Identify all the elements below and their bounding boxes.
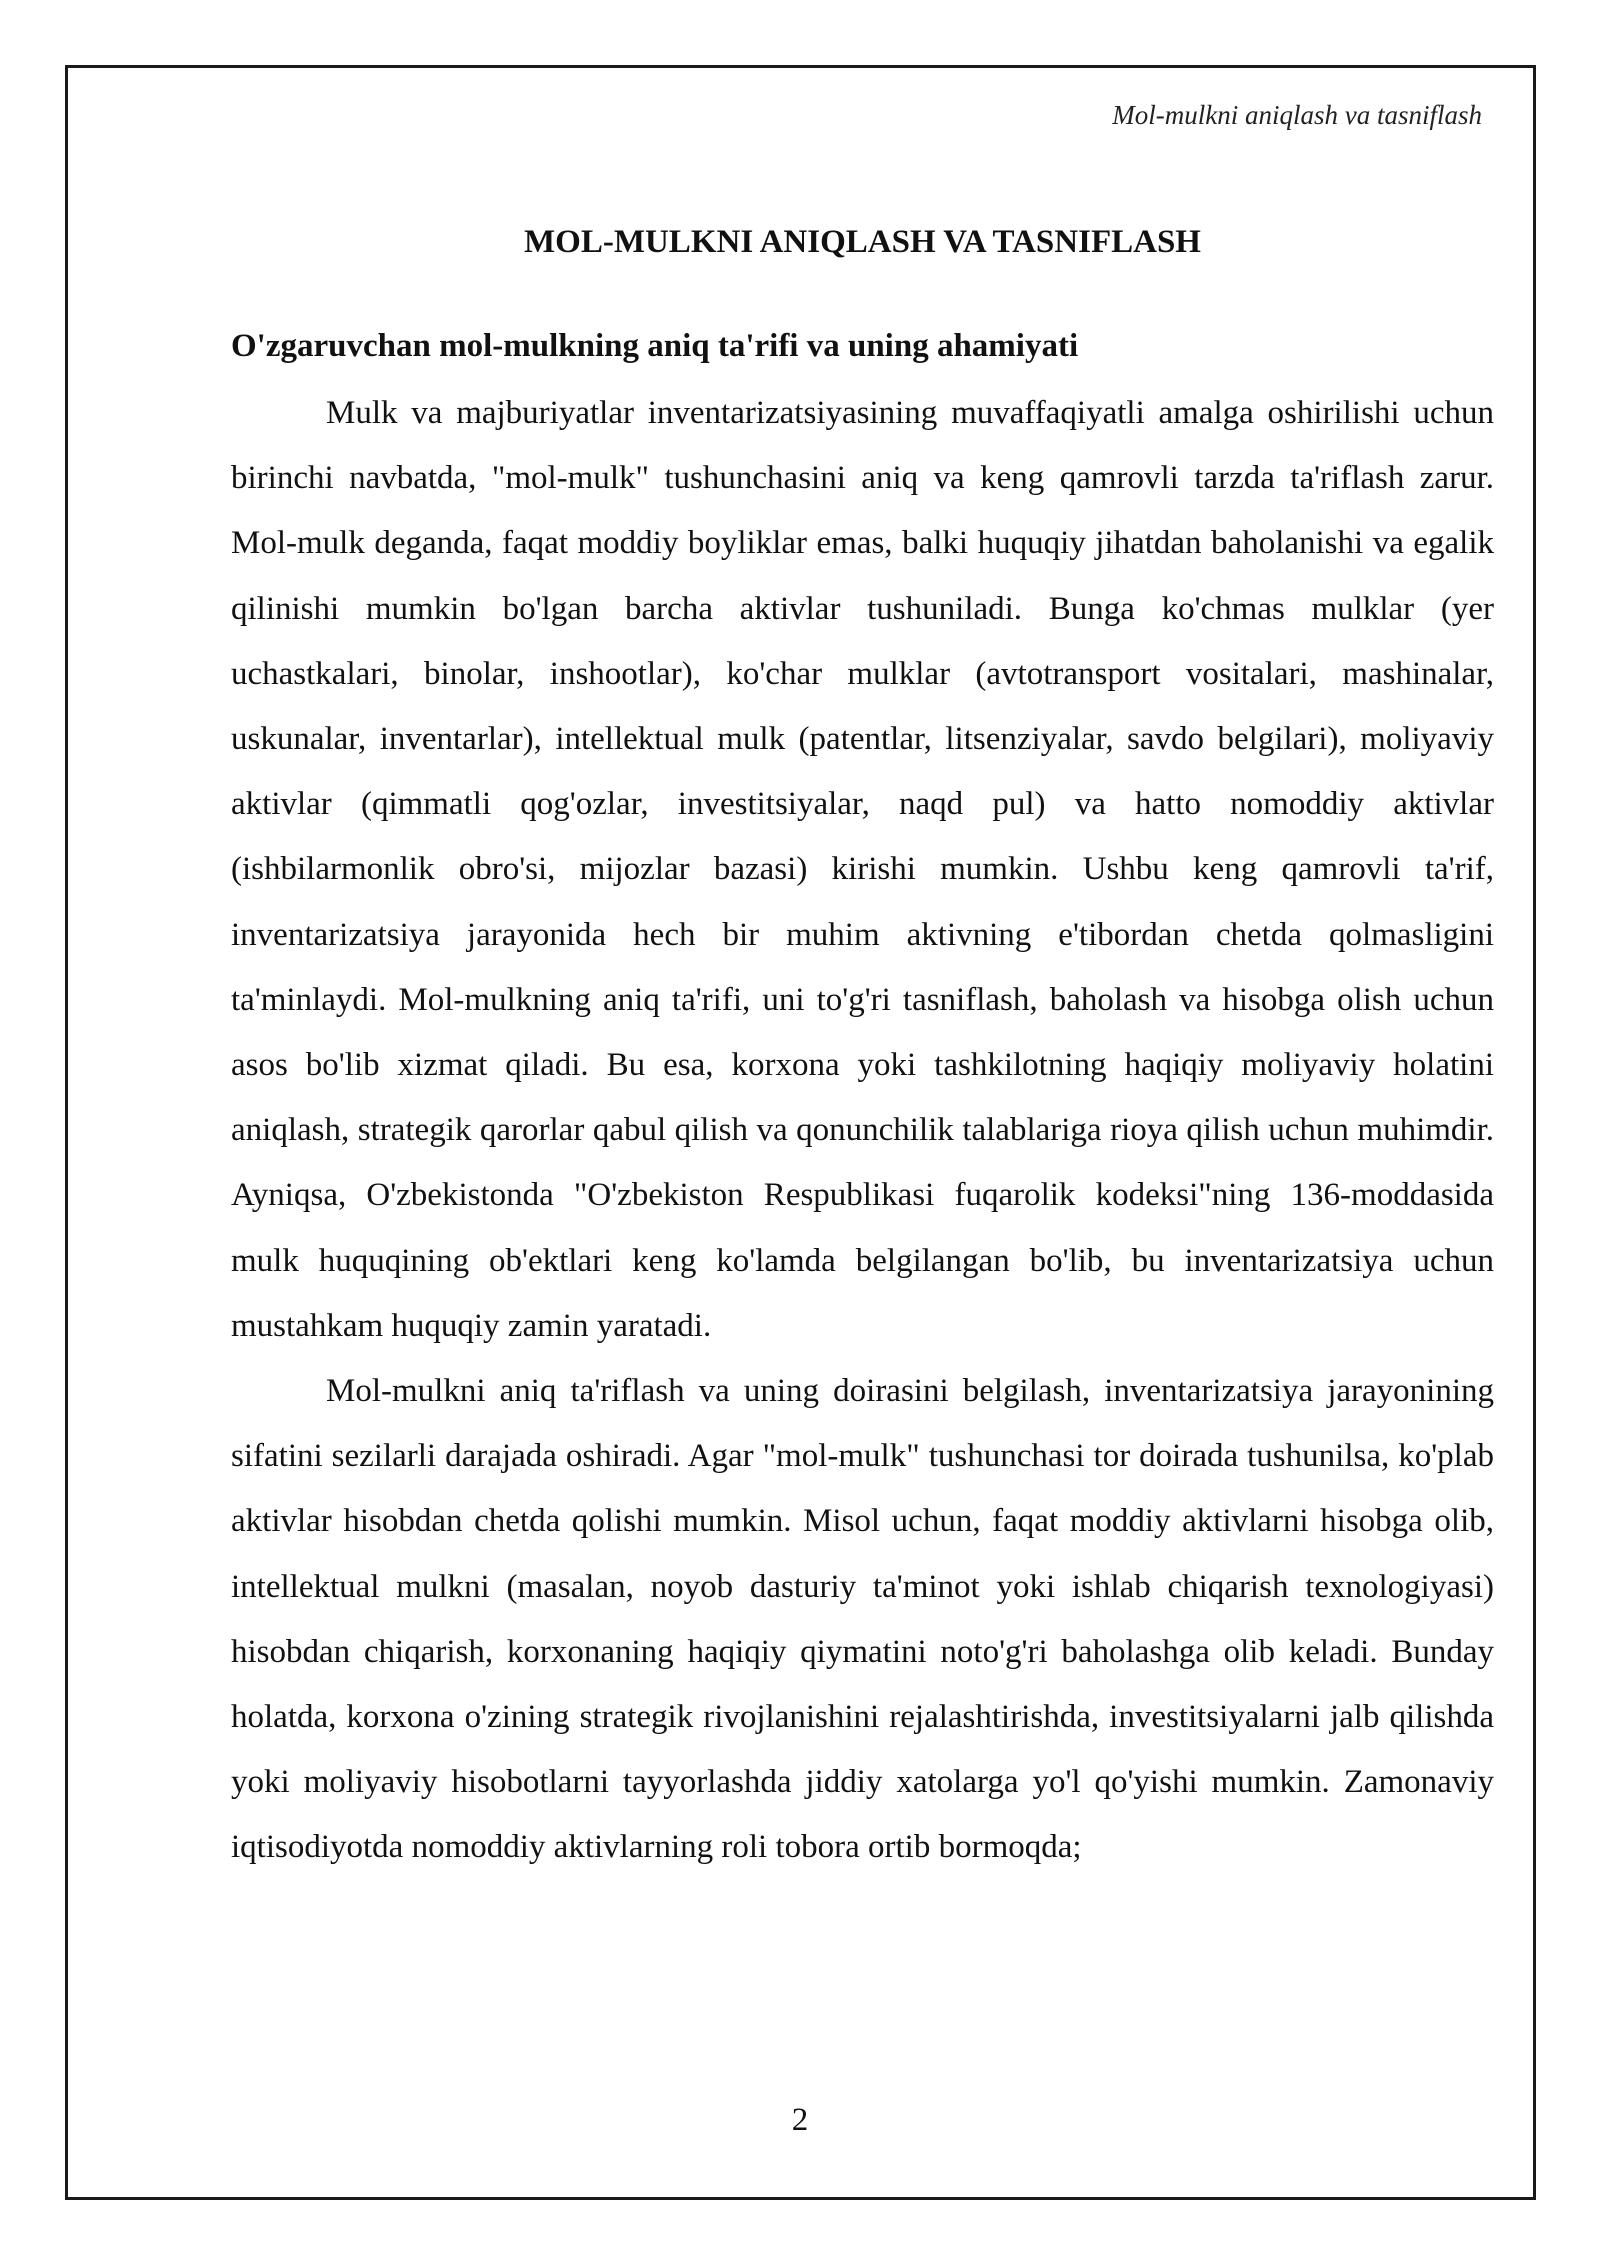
document-body <box>231 215 1494 1881</box>
body-paragraph: Mol-mulkni aniq ta'riflash va uning doirasini belgilash, inventarizatsiya jarayonining sifatini sezilarli darajada oshiradi. Agar "mol-mulk" tushunchasi tor doirada tushunilsa, ko'plab aktivlar hisobdan chetda qolishi mumkin. Misol uchun, faqat moddiy aktivlarni hisobga olib, intellektual mulkni (masalan, noyob dasturiy ta'minot yoki ishlab chiqarish texnologiyasi) hisobdan chiqarish, korxonaning haqiqiy qiymatini noto'g'ri baholashga olib keladi. Bunday holatda, korxona o'zining strategik rivojlanishini rejalashtirishda, investitsiyalarni jalb qilishda yoki moliyaviy hisobotlarni tayyorlashda jiddiy xatolarga yo'l qo'yishi mumkin. Zamonaviy iqtisodiyotda nomoddiy aktivlarning roli tobora ortib bormoqda; <box>231 1373 1494 1866</box>
running-header: Mol-mulkni aniqlash va tasniflash <box>1112 100 1482 130</box>
page-number: 2 <box>791 2102 809 2138</box>
document-title: MOL-MULKNI ANIQLASH VA TASNIFLASH <box>524 224 1201 260</box>
body-paragraph: Mulk va majburiyatlar inventarizatsiyasining muvaffaqiyatli amalga oshirilishi uchun birinchi navbatda, "mol-mulk" tushunchasini aniq va keng qamrovli tarzda ta'riflash zarur. Mol-mulk deganda, faqat moddiy boyliklar emas, balki huquqiy jihatdan baholanishi va egalik qilinishi mumkin bo'lgan barcha aktivlar tushuniladi. Bunga ko'chmas mulklar (yer uchastkalari, binolar, inshootlar), ko'char mulklar (avtotransport vositalari, mashinalar, uskunalar, inventarlar), intellektual mulk (patentlar, litsenziyalar, savdo belgilari), moliyaviy aktivlar (qimmatli qog'ozlar, investitsiyalar, naqd pul) va hatto nomoddiy aktivlar (ishbilarmonlik obro'si, mijozlar bazasi) kirishi mumkin. Ushbu keng qamrovli ta'rif, inventarizatsiya jarayonida hech bir muhim aktivning e'tibordan chetda qolmasligini ta'minlaydi. Mol-mulkning aniq ta'rifi, uni to'g'ri tasniflash, baholash va hisobga olish uchun asos bo'lib xizmat qiladi. Bu esa, korxona yoki tashkilotning haqiqiy moliyaviy holatini aniqlash, strategik qarorlar qabul qilish va qonunchilik talablariga rioya qilish uchun muhimdir. Ayniqsa, O'zbekistonda "O'zbekiston Respublikasi fuqarolik kodeksi"ning 136-moddasida mulk huquqining ob'ektlari keng ko'lamda belgilangan bo'lib, bu inventarizatsiya uchun mustahkam huquqiy zamin yaratadi. <box>231 395 1494 1344</box>
section-heading: O'zgaruvchan mol-mulkning aniq ta'rifi va uning ahamiyati <box>231 328 1079 364</box>
